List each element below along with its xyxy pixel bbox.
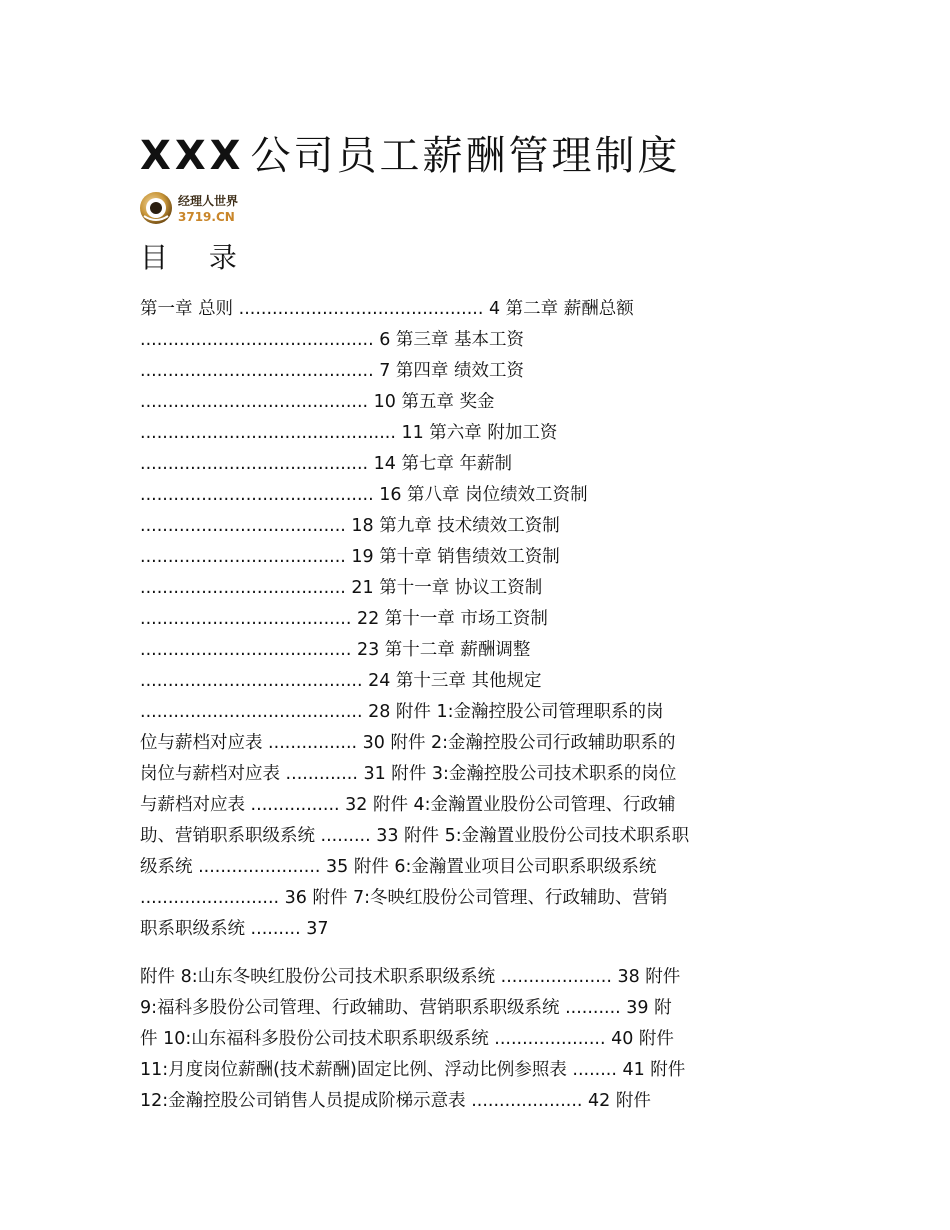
globe-logo-icon <box>138 188 258 228</box>
logo-text-line1: 经理人世界 <box>178 194 239 208</box>
toc-heading: 目 录 <box>140 241 253 274</box>
title-latin: XXX <box>140 133 245 179</box>
toc-line: 位与薪档对应表 ................ 30 附件 2:金瀚控股公司行政辅助职系的 <box>140 733 676 753</box>
toc-line: 11:月度岗位薪酬(技术薪酬)固定比例、浮动比例参照表 ........ 41 附件 <box>140 1060 686 1080</box>
toc-line: 12:金瀚控股公司销售人员提成阶梯示意表 .................... 42 附件 <box>140 1091 651 1111</box>
toc-line: ...................................... 23 第十二章 薪酬调整 <box>140 640 531 660</box>
toc-line: ..................................... 18 第九章 技术绩效工资制 <box>140 516 560 536</box>
logo-text-line2: 3719.CN <box>178 210 235 224</box>
toc-line: 岗位与薪档对应表 ............. 31 附件 3:金瀚控股公司技术职系的岗位 <box>140 764 677 784</box>
toc-block-main <box>140 294 820 945</box>
toc-line: 件 10:山东福科多股份公司技术职系职级系统 .................... 40 附件 <box>140 1029 674 1049</box>
toc-line: .......................................... 16 第八章 岗位绩效工资制 <box>140 485 588 505</box>
toc-line: 助、营销职系职级系统 ......... 33 附件 5:金瀚置业股份公司技术职系职 <box>140 826 690 846</box>
toc-line: 与薪档对应表 ................ 32 附件 4:金瀚置业股份公司管理、行政辅 <box>140 795 676 815</box>
toc-line: 9:福科多股份公司管理、行政辅助、营销职系职级系统 .......... 39 附 <box>140 998 672 1018</box>
toc-line: 第一章 总则 ............................................ 4 第二章 薪酬总额 <box>140 299 634 319</box>
toc-line: 职系职级系统 ......... 37 <box>140 919 329 939</box>
document-title <box>140 124 681 181</box>
toc-line: ........................................ 24 第十三章 其他规定 <box>140 671 542 691</box>
toc-line: ..................................... 21 第十一章 协议工资制 <box>140 578 543 598</box>
toc-block-appendix <box>140 962 820 1117</box>
toc-line: ......................... 36 附件 7:冬映红股份公司管理、行政辅助、营销 <box>140 888 668 908</box>
site-logo <box>138 188 258 228</box>
toc-line: ...................................... 22 第十一章 市场工资制 <box>140 609 548 629</box>
toc-line: ......................................... 14 第七章 年薪制 <box>140 454 513 474</box>
toc-line: .......................................... 6 第三章 基本工资 <box>140 330 524 350</box>
title-cjk: 公司员工薪酬管理制度 <box>250 133 681 179</box>
toc-line: .......................................... 7 第四章 绩效工资 <box>140 361 524 381</box>
toc-line: ..................................... 19 第十章 销售绩效工资制 <box>140 547 560 567</box>
toc-line: 附件 8:山东冬映红股份公司技术职系职级系统 .................... 38 附件 <box>140 967 681 987</box>
toc-line: 级系统 ...................... 35 附件 6:金瀚置业项目公司职系职级系统 <box>140 857 657 877</box>
toc-line: ......................................... 10 第五章 奖金 <box>140 392 495 412</box>
toc-line: ........................................ 28 附件 1:金瀚控股公司管理职系的岗 <box>140 702 664 722</box>
toc-line: .............................................. 11 第六章 附加工资 <box>140 423 558 443</box>
